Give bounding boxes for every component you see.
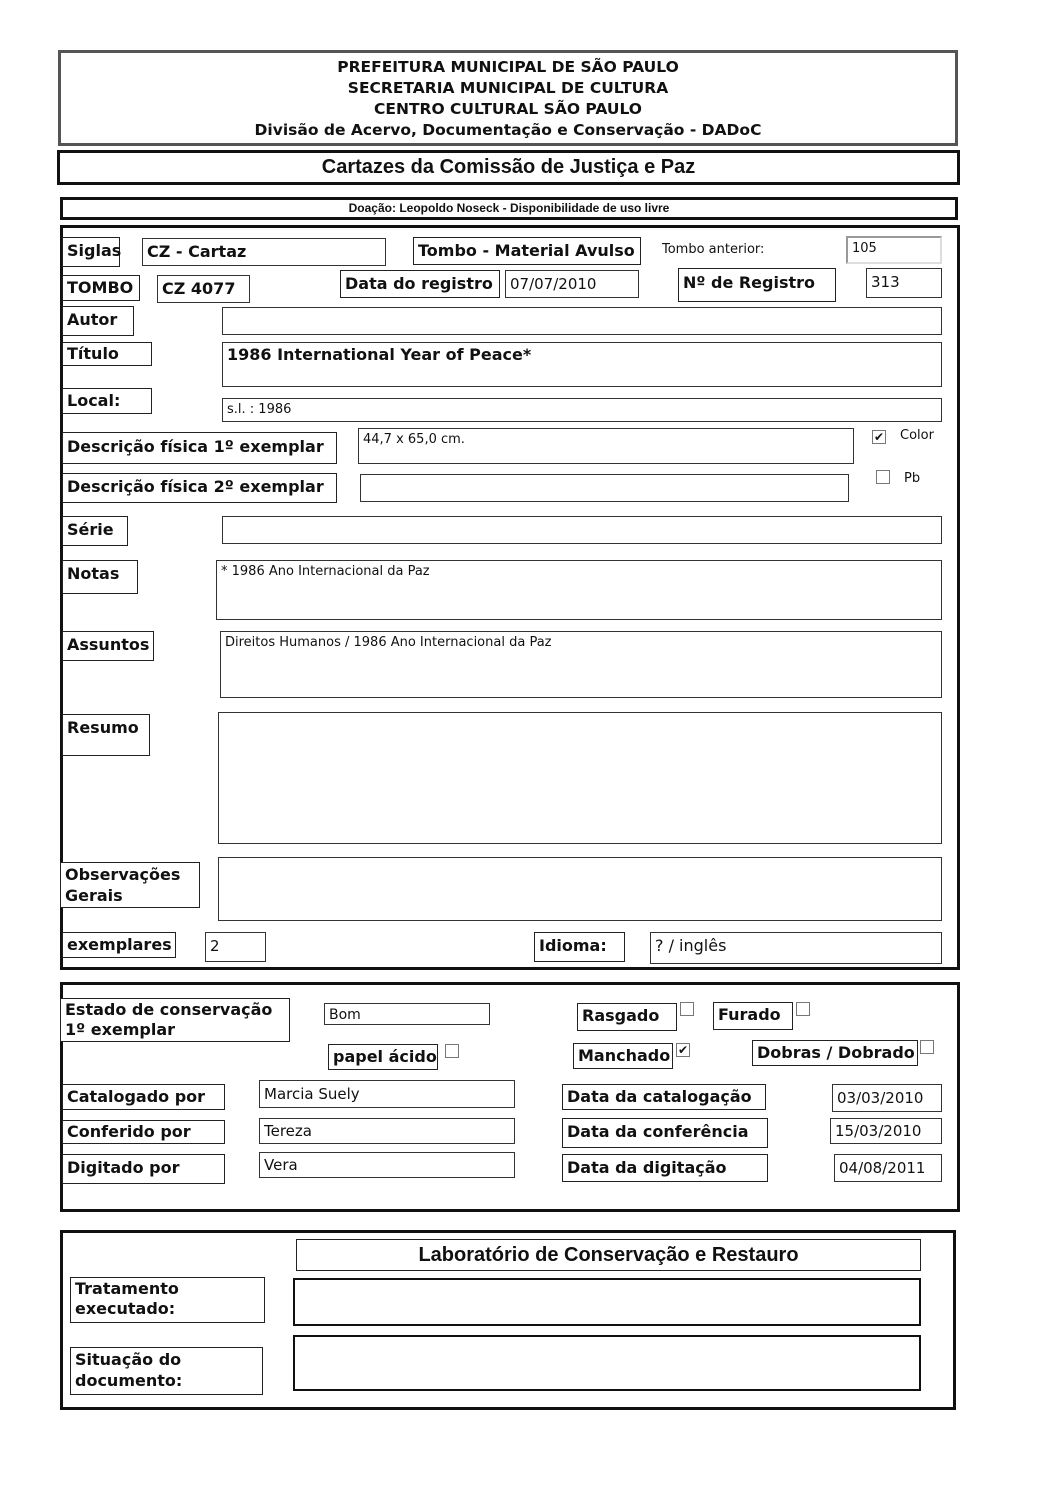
dobras-label: Dobras / Dobrado [752, 1040, 918, 1066]
titulo-field[interactable]: 1986 International Year of Peace* [222, 342, 942, 387]
papel-acido-label: papel ácido [328, 1044, 438, 1070]
data-conferencia-label: Data da conferência [562, 1118, 768, 1148]
assuntos-label: Assuntos [62, 631, 154, 661]
header-line-2: SECRETARIA MUNICIPAL DE CULTURA [347, 79, 669, 97]
autor-label: Autor [62, 306, 134, 336]
header-line-4: Divisão de Acervo, Documentação e Conservação - DADoC [254, 121, 762, 139]
desc1-field[interactable]: 44,7 x 65,0 cm. [358, 428, 854, 464]
exemplares-field[interactable]: 2 [205, 932, 266, 962]
serie-label: Série [62, 516, 128, 546]
situacao-field[interactable] [293, 1335, 921, 1391]
notas-label: Notas [62, 560, 138, 594]
collection-title: Cartazes da Comissão de Justiça e Paz [57, 150, 960, 185]
num-registro-label: Nº de Registro [678, 268, 836, 302]
pb-label: Pb [900, 468, 934, 488]
local-label: Local: [62, 388, 152, 414]
color-label: Color [896, 425, 946, 445]
serie-field[interactable] [222, 516, 942, 544]
tombo-anterior-field[interactable]: 105 [846, 236, 942, 264]
pb-checkbox[interactable] [876, 470, 890, 484]
siglas-label: Siglas [62, 237, 120, 267]
desc2-field[interactable] [360, 474, 849, 502]
data-registro-field[interactable]: 07/07/2010 [505, 270, 639, 298]
conferido-label: Conferido por [62, 1120, 225, 1144]
estado-conservacao-field[interactable]: Bom [324, 1003, 490, 1025]
local-field[interactable]: s.l. : 1986 [222, 398, 942, 422]
notas-field[interactable]: * 1986 Ano Internacional da Paz [216, 560, 942, 620]
idioma-label: Idioma: [534, 932, 625, 962]
data-digitacao-field[interactable]: 04/08/2011 [834, 1154, 942, 1182]
conferido-field[interactable]: Tereza [259, 1118, 515, 1144]
exemplares-label: exemplares [62, 932, 176, 958]
institution-header [58, 50, 958, 146]
data-registro-label: Data do registro [340, 270, 500, 298]
furado-label: Furado [713, 1002, 793, 1030]
lab-title: Laboratório de Conservação e Restauro [296, 1239, 921, 1271]
tratamento-field[interactable] [293, 1278, 921, 1326]
tombo-anterior-label: Tombo anterior: [658, 239, 778, 261]
observacoes-field[interactable] [218, 857, 942, 921]
color-checkbox[interactable]: ✔ [873, 430, 885, 444]
assuntos-field[interactable]: Direitos Humanos / 1986 Ano Internacional da Paz [220, 631, 942, 698]
situacao-label: Situação do documento: [70, 1347, 263, 1395]
digitado-label: Digitado por [62, 1154, 225, 1184]
siglas-field[interactable]: CZ - Cartaz [142, 238, 386, 266]
autor-field[interactable] [222, 307, 942, 335]
desc2-label: Descrição física 2º exemplar [62, 473, 337, 503]
idioma-field[interactable]: ? / inglês [650, 932, 942, 964]
data-catalogacao-field[interactable]: 03/03/2010 [832, 1084, 942, 1112]
header-line-1: PREFEITURA MUNICIPAL DE SÃO PAULO [337, 58, 679, 76]
resumo-label: Resumo [62, 714, 150, 756]
papel-acido-checkbox[interactable] [445, 1044, 459, 1058]
observacoes-label: Observações Gerais [60, 862, 200, 908]
data-conferencia-field[interactable]: 15/03/2010 [830, 1118, 942, 1144]
furado-checkbox[interactable] [796, 1002, 810, 1016]
estado-conservacao-label: Estado de conservação 1º exemplar [60, 998, 290, 1042]
catalogado-label: Catalogado por [62, 1084, 225, 1110]
digitado-field[interactable]: Vera [259, 1152, 515, 1178]
tratamento-label: Tratamento executado: [70, 1277, 265, 1323]
data-catalogacao-label: Data da catalogação [562, 1084, 766, 1110]
desc1-label: Descrição física 1º exemplar [62, 432, 337, 464]
manchado-checkbox[interactable]: ✔ [677, 1043, 689, 1057]
donation-note: Doação: Leopoldo Noseck - Disponibilidade de uso livre [60, 197, 958, 220]
num-registro-field[interactable]: 313 [866, 268, 942, 298]
rasgado-label: Rasgado [577, 1003, 677, 1031]
manchado-label: Manchado [573, 1043, 673, 1069]
tombo-label: TOMBO [62, 275, 140, 301]
catalogado-field[interactable]: Marcia Suely [259, 1080, 515, 1108]
dobras-checkbox[interactable] [920, 1040, 934, 1054]
tombo-material-label: Tombo - Material Avulso [413, 237, 641, 265]
rasgado-checkbox[interactable] [680, 1002, 694, 1016]
resumo-field[interactable] [218, 712, 942, 844]
header-line-3: CENTRO CULTURAL SÃO PAULO [374, 100, 642, 118]
data-digitacao-label: Data da digitação [562, 1154, 768, 1182]
titulo-label: Título [62, 342, 152, 366]
tombo-field[interactable]: CZ 4077 [157, 275, 250, 303]
